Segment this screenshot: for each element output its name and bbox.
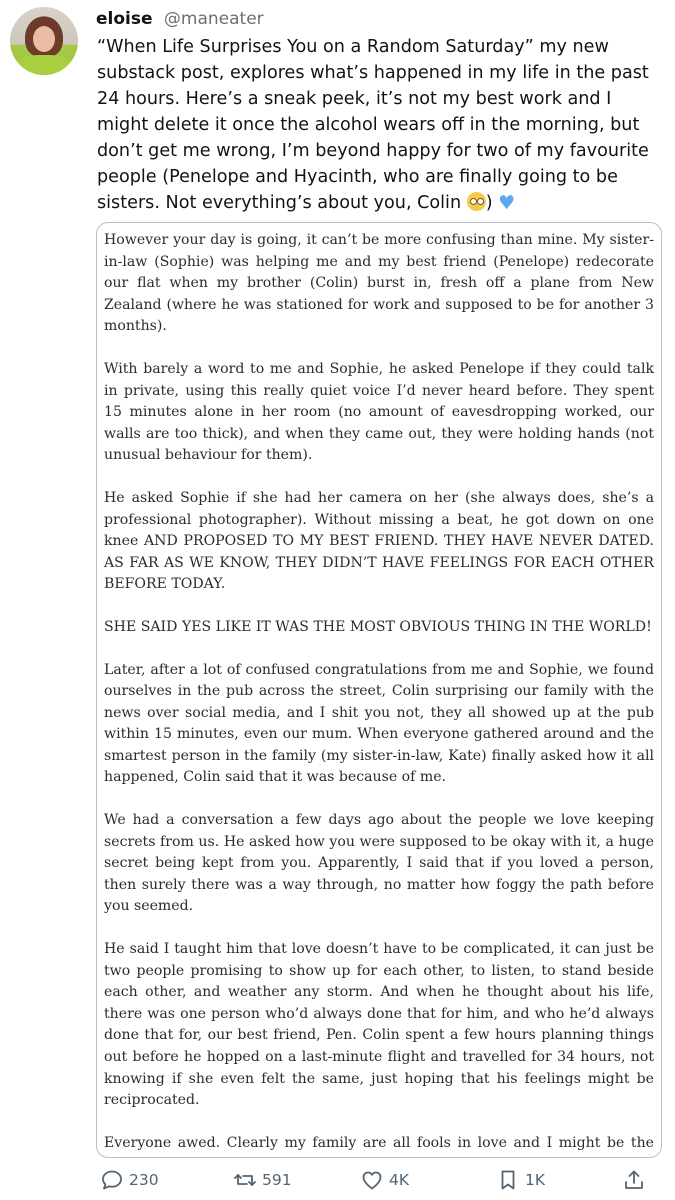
bookmark-button[interactable] <box>496 1166 545 1194</box>
share-icon <box>622 1168 646 1192</box>
retweet-icon <box>233 1168 257 1192</box>
reply-count: 230 <box>129 1171 159 1189</box>
card-paragraph-4: SHE SAID YES LIKE IT WAS THE MOST OBVIOUS THING IN THE WORLD! <box>104 618 652 635</box>
card-paragraph-6: We had a conversation a few days ago about the people we love keeping secrets from us. He asked how you were supposed to be okay with it, a huge secret being kept from you. Apparently, I said that if you loved a person, then surely there was a way through, no matter how foggy the path before you seemed. <box>104 812 654 915</box>
avatar-face <box>33 26 55 52</box>
card-paragraph-5: Later, after a lot of confused congratulations from me and Sophie, we found ourselves in the pub across the street, Colin surprising our family with the news over social media, and I shit you not, they all showed up at the pub within 15 minutes, even our mum. When everyone gathered around and the smartest person in the family (my sister-in-law, Kate) finally asked how it all happened, Colin said that it was because of me. <box>104 661 654 786</box>
avatar-shirt <box>16 55 72 75</box>
retweet-button[interactable] <box>233 1166 292 1194</box>
share-button[interactable] <box>622 1166 651 1194</box>
eye-roll-emoji-icon <box>467 192 486 211</box>
card-paragraph-1: However your day is going, it can’t be more confusing than mine. My sister-in-law (Sophie) was helping me and my best friend (Penelope) redecorate our flat when my brother (Colin) burst in, fresh off a plane from New Zealand (where he was stationed for work and supposed to be for another 3 months). <box>104 232 654 335</box>
like-button[interactable] <box>360 1166 409 1194</box>
blue-heart-emoji-icon: ♥ <box>498 192 516 214</box>
tweet-closing-paren: ) <box>485 193 493 213</box>
tweet-header <box>96 8 264 30</box>
user-handle[interactable]: @maneater <box>163 9 264 29</box>
bookmark-count: 1K <box>525 1171 546 1189</box>
card-paragraph-7: He said I taught him that love doesn’t have to be complicated, it can just be two people promising to show up for each other, to listen, to stand beside each other, and weather any storm. And when he thought about his life, there was one person who’d always done that for him, and who he’d always done that for, our best friend, Pen. Colin spent a few hours planning things out before he hopped on a last-minute flight and travelled for 34 hours, not knowing if she even felt the same, just hoping that his feelings might be reciprocated. <box>104 941 654 1109</box>
card-paragraph-3: He asked Sophie if she had her camera on her (she always does, she’s a professional photographer). Without missing a beat, he got down on one knee AND PROPOSED TO MY BEST FRIEND. THEY HAVE NEVER DATED. AS FAR AS WE KNOW, THEY DIDN’T HAVE FEELINGS FOR EACH OTHER BEFORE TODAY. <box>104 489 654 593</box>
quoted-text-image[interactable] <box>96 222 662 1158</box>
avatar[interactable] <box>10 7 78 75</box>
card-text <box>104 230 654 1158</box>
tweet-text <box>97 34 657 216</box>
reply-button[interactable] <box>100 1166 159 1194</box>
like-count: 4K <box>389 1171 410 1189</box>
card-paragraph-2: With barely a word to me and Sophie, he asked Penelope if they could talk in private, using this really quiet voice I’d never heard before. They spent 15 minutes alone in her room (no amount of eavesdropping worked, our walls are too thick), and when they came out, they were holding hands (not unusual behaviour for them). <box>104 360 654 464</box>
like-icon <box>360 1168 384 1192</box>
reply-icon <box>100 1168 124 1192</box>
card-paragraph-8: Everyone awed. Clearly my family are all fools in love and I might be the <box>104 1134 654 1151</box>
retweet-count: 591 <box>262 1171 292 1189</box>
tweet-body: “When Life Surprises You on a Random Saturday” my new substack post, explores what’s happened in my life in the past 24 hours. Here’s a sneak peek, it’s not my best work and I might delete it once the alcohol wears off in the morning, but don’t get me wrong, I’m beyond happy for two of my favourite people (Penelope and Hyacinth, who are finally going to be sisters. Not everything’s about you, Colin <box>97 37 649 213</box>
display-name[interactable]: eloise <box>96 9 153 29</box>
bookmark-icon <box>496 1168 520 1192</box>
action-bar <box>0 1166 675 1196</box>
